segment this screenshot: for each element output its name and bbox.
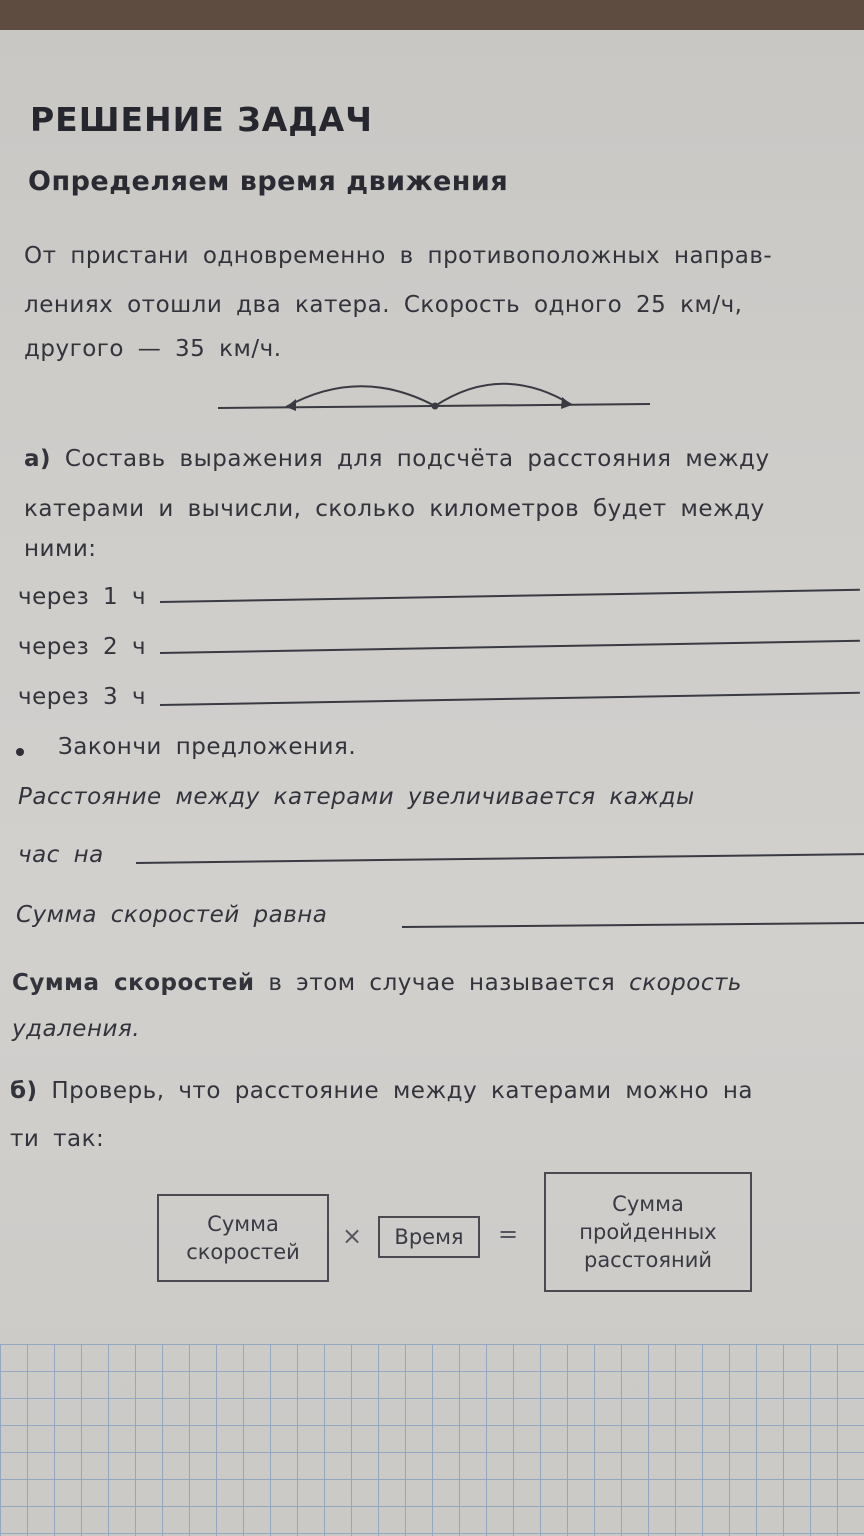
task-b-line-2: ти так: <box>10 1126 105 1152</box>
workbook-page <box>0 30 864 1536</box>
diagram-pier-point <box>432 403 439 410</box>
formula-box-time-text: Время <box>394 1225 464 1249</box>
task-a-marker: а) <box>24 446 52 472</box>
multiply-sign: × <box>342 1222 363 1250</box>
task-a-line-3: ними: <box>24 536 97 562</box>
task-a-line-2: катерами и вычисли, сколько километров будет между <box>24 496 765 522</box>
definition-middle: в этом случае называется <box>268 970 616 996</box>
sentence-1-part-2: час на <box>18 842 104 868</box>
answer-line-3h[interactable] <box>160 692 860 706</box>
lesson-subtitle: Определяем время движения <box>28 166 509 197</box>
diagram-arc-right <box>435 384 572 406</box>
sentence-2: Сумма скоростей равна <box>16 902 328 928</box>
problem-line-1: От пристани одновременно в противоположных направ- <box>24 243 773 269</box>
section-title: РЕШЕНИЕ ЗАДАЧ <box>30 100 373 139</box>
answer-label-1h: через 1 ч <box>18 584 147 610</box>
graph-paper-grid <box>0 1344 864 1536</box>
definition-line-2: удаления. <box>12 1016 141 1042</box>
answer-line-2h[interactable] <box>160 640 860 654</box>
formula-box-time <box>378 1216 480 1258</box>
task-b-marker: б) <box>10 1078 38 1104</box>
motion-diagram <box>210 370 660 420</box>
formula-box-distance-sum-text: Сумма пройденных расстояний <box>579 1192 717 1272</box>
task-a-line-1 <box>24 446 770 472</box>
bullet-icon <box>16 748 24 756</box>
answer-line-sentence-2[interactable] <box>402 922 864 928</box>
formula-box-speed-sum-text: Сумма скоростей <box>186 1212 300 1264</box>
task-a-text-1: Составь выражения для подсчёта расстояния между <box>64 446 770 472</box>
definition-line-1 <box>12 970 742 996</box>
diagram-arc-left <box>286 386 435 407</box>
finish-instruction: Закончи предложения. <box>58 734 357 760</box>
formula-box-distance-sum <box>544 1172 752 1292</box>
problem-line-3: другого — 35 км/ч. <box>24 336 282 362</box>
task-b-text-1: Проверь, что расстояние между катерами можно на <box>51 1078 754 1104</box>
task-b-line-1 <box>10 1078 753 1104</box>
answer-line-1h[interactable] <box>160 589 860 603</box>
sentence-1-part-1: Расстояние между катерами увеличивается кажды <box>18 784 695 810</box>
formula-box-speed-sum <box>157 1194 329 1282</box>
answer-label-2h: через 2 ч <box>18 634 147 660</box>
answer-line-sentence-1[interactable] <box>136 853 864 864</box>
problem-line-2: лениях отошли два катера. Скорость одного 25 км/ч, <box>24 292 743 318</box>
diagram-arrow-left <box>286 399 296 411</box>
definition-term: Сумма скоростей <box>12 970 255 996</box>
definition-italic-1: скорость <box>629 970 742 996</box>
answer-label-3h: через 3 ч <box>18 684 147 710</box>
background-table <box>0 0 864 30</box>
equals-sign: = <box>498 1220 519 1248</box>
